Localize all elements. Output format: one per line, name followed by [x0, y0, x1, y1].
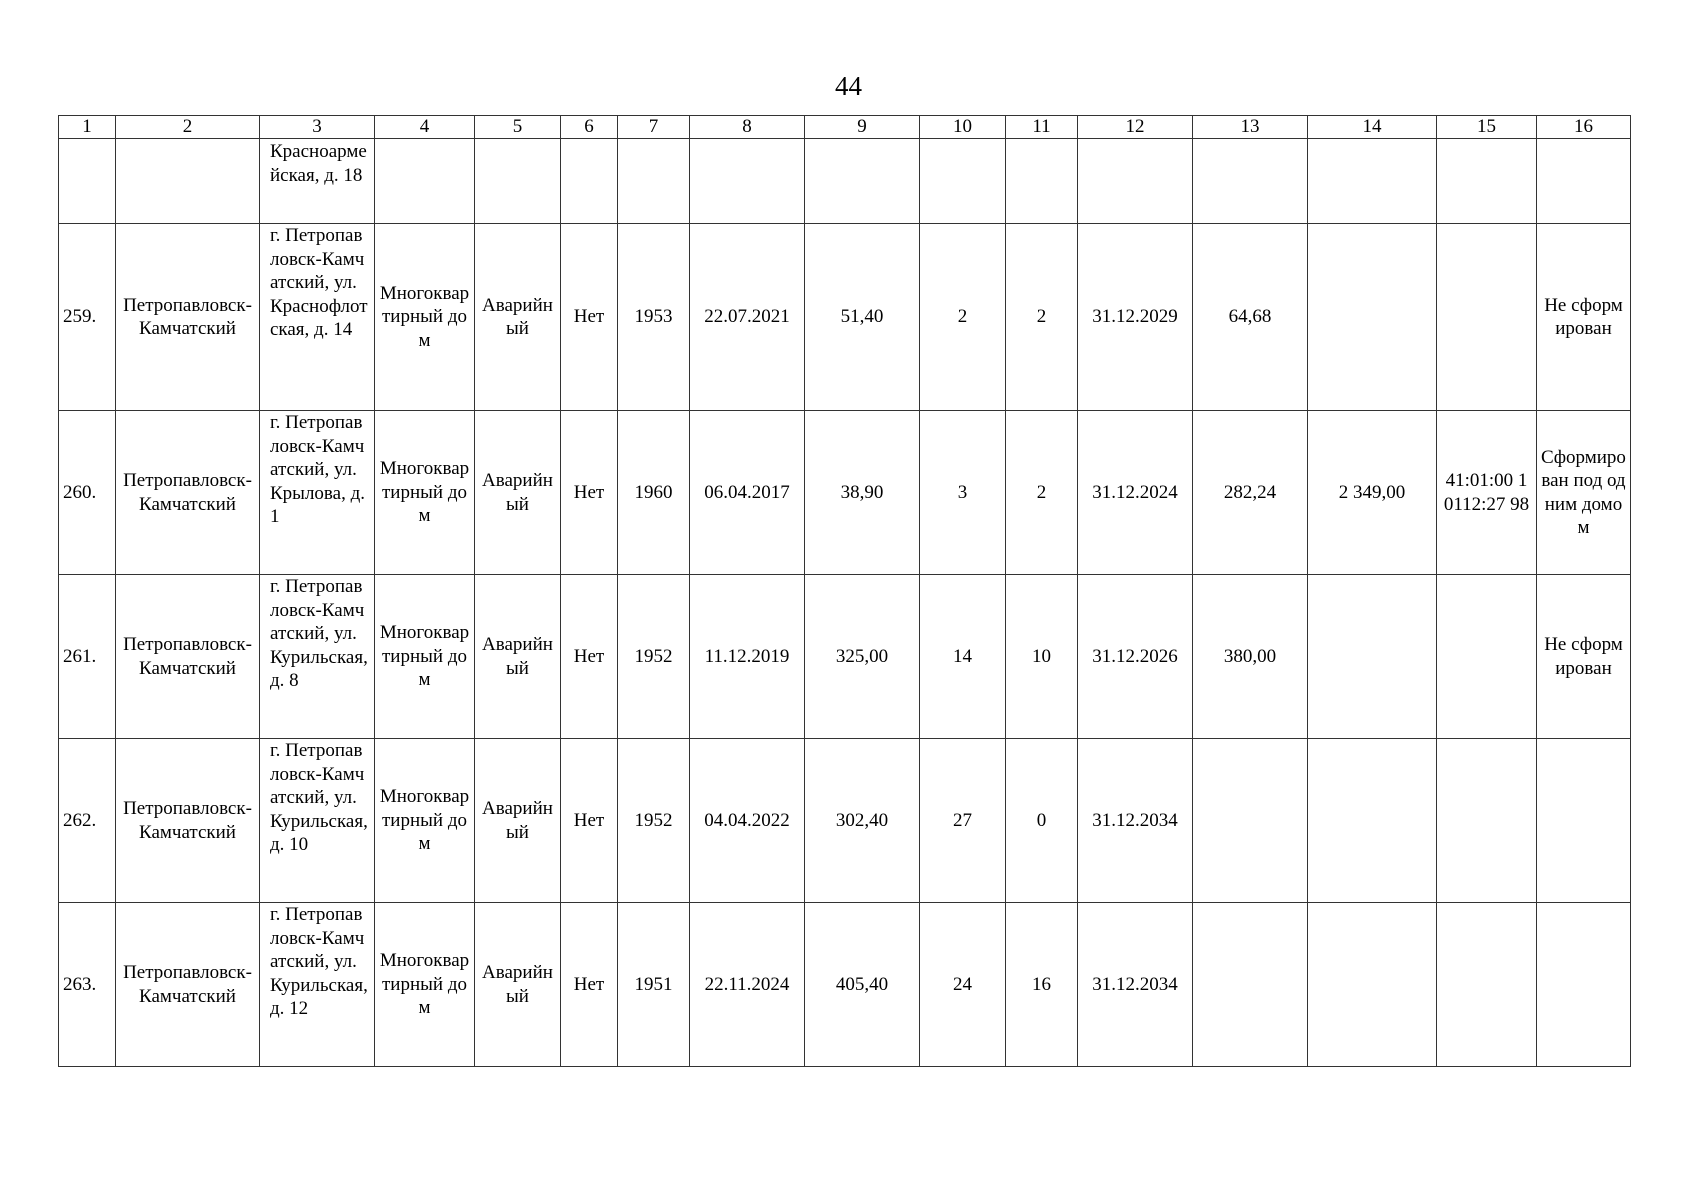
cost-cell: 380,00 [1193, 575, 1308, 739]
residents-cell: 24 [920, 903, 1006, 1067]
land-area-cell: 2 349,00 [1308, 411, 1437, 575]
address-cell: г. Петропавловск-Камчатский, ул. Курильская, д. 12 [260, 903, 375, 1067]
year-built-cell: 1951 [618, 903, 690, 1067]
empty-cell [561, 139, 618, 224]
resettlement-deadline-cell: 31.12.2034 [1078, 739, 1193, 903]
land-plot-status-cell [1537, 739, 1631, 903]
resettlement-deadline-cell: 31.12.2024 [1078, 411, 1193, 575]
residents-cell: 27 [920, 739, 1006, 903]
land-plot-status-cell: Не сформирован [1537, 575, 1631, 739]
cadastral-number-cell [1437, 224, 1537, 411]
municipality-cell: Петропавловск-Камчатский [116, 903, 260, 1067]
flag-cell: Нет [561, 739, 618, 903]
area-cell: 325,00 [805, 575, 920, 739]
land-area-cell [1308, 224, 1437, 411]
residents-cell: 14 [920, 575, 1006, 739]
land-plot-status-cell [1537, 903, 1631, 1067]
flag-cell: Нет [561, 903, 618, 1067]
building-type-cell: Многоквартирный дом [375, 411, 475, 575]
area-cell: 38,90 [805, 411, 920, 575]
recognition-date-cell: 22.07.2021 [690, 224, 805, 411]
cost-cell [1193, 903, 1308, 1067]
empty-cell [1193, 139, 1308, 224]
recognition-date-cell: 11.12.2019 [690, 575, 805, 739]
land-area-cell [1308, 903, 1437, 1067]
area-cell: 302,40 [805, 739, 920, 903]
row-number-cell: 259. [59, 224, 116, 411]
cost-cell: 64,68 [1193, 224, 1308, 411]
cost-cell [1193, 739, 1308, 903]
address-cell: Красноармейская, д. 18 [260, 139, 375, 224]
column-header: 9 [805, 116, 920, 139]
municipality-cell: Петропавловск-Камчатский [116, 411, 260, 575]
building-type-cell: Многоквартирный дом [375, 575, 475, 739]
column-header: 5 [475, 116, 561, 139]
cadastral-number-cell [1437, 739, 1537, 903]
flag-cell: Нет [561, 575, 618, 739]
table-row [59, 575, 1631, 739]
condition-cell: Аварийный [475, 903, 561, 1067]
row-number-cell: 261. [59, 575, 116, 739]
empty-cell [618, 139, 690, 224]
table-row [59, 411, 1631, 575]
page-number: 44 [835, 71, 862, 101]
building-type-cell: Многоквартирный дом [375, 903, 475, 1067]
recognition-date-cell: 04.04.2022 [690, 739, 805, 903]
rooms-cell: 10 [1006, 575, 1078, 739]
municipality-cell: Петропавловск-Камчатский [116, 224, 260, 411]
table-row [59, 224, 1631, 411]
column-header: 8 [690, 116, 805, 139]
municipality-cell: Петропавловск-Камчатский [116, 739, 260, 903]
row-number-cell: 260. [59, 411, 116, 575]
column-header: 2 [116, 116, 260, 139]
empty-cell [920, 139, 1006, 224]
column-header: 15 [1437, 116, 1537, 139]
year-built-cell: 1960 [618, 411, 690, 575]
empty-cell [690, 139, 805, 224]
municipality-cell: Петропавловск-Камчатский [116, 575, 260, 739]
rooms-cell: 0 [1006, 739, 1078, 903]
column-header: 14 [1308, 116, 1437, 139]
recognition-date-cell: 06.04.2017 [690, 411, 805, 575]
recognition-date-cell: 22.11.2024 [690, 903, 805, 1067]
land-plot-status-cell: Сформирован под одним домом [1537, 411, 1631, 575]
building-type-cell: Многоквартирный дом [375, 739, 475, 903]
empty-cell [1537, 139, 1631, 224]
empty-cell [805, 139, 920, 224]
land-area-cell [1308, 575, 1437, 739]
empty-cell [1437, 139, 1537, 224]
condition-cell: Аварийный [475, 739, 561, 903]
condition-cell: Аварийный [475, 224, 561, 411]
empty-cell [116, 139, 260, 224]
cost-cell: 282,24 [1193, 411, 1308, 575]
address-cell: г. Петропавловск-Камчатский, ул. Крылова, д. 1 [260, 411, 375, 575]
empty-cell [1078, 139, 1193, 224]
column-header: 13 [1193, 116, 1308, 139]
column-header: 4 [375, 116, 475, 139]
residents-cell: 2 [920, 224, 1006, 411]
row-number-cell: 262. [59, 739, 116, 903]
resettlement-deadline-cell: 31.12.2029 [1078, 224, 1193, 411]
area-cell: 51,40 [805, 224, 920, 411]
empty-cell [475, 139, 561, 224]
empty-cell [375, 139, 475, 224]
rooms-cell: 2 [1006, 224, 1078, 411]
year-built-cell: 1952 [618, 739, 690, 903]
address-cell: г. Петропавловск-Камчатский, ул. Курильская, д. 8 [260, 575, 375, 739]
column-header: 1 [59, 116, 116, 139]
column-header: 6 [561, 116, 618, 139]
column-header: 3 [260, 116, 375, 139]
continuation-row [59, 139, 1631, 224]
address-cell: г. Петропавловск-Камчатский, ул. Курильская, д. 10 [260, 739, 375, 903]
cadastral-number-cell [1437, 903, 1537, 1067]
row-number-cell: 263. [59, 903, 116, 1067]
building-type-cell: Многоквартирный дом [375, 224, 475, 411]
address-cell: г. Петропавловск-Камчатский, ул. Краснофлотская, д. 14 [260, 224, 375, 411]
table-row [59, 739, 1631, 903]
column-header: 11 [1006, 116, 1078, 139]
table-row [59, 903, 1631, 1067]
rooms-cell: 2 [1006, 411, 1078, 575]
cadastral-number-cell [1437, 575, 1537, 739]
land-area-cell [1308, 739, 1437, 903]
land-plot-status-cell: Не сформирован [1537, 224, 1631, 411]
empty-cell [59, 139, 116, 224]
flag-cell: Нет [561, 224, 618, 411]
column-header: 7 [618, 116, 690, 139]
resettlement-deadline-cell: 31.12.2026 [1078, 575, 1193, 739]
empty-cell [1308, 139, 1437, 224]
column-header: 10 [920, 116, 1006, 139]
housing-registry-table [58, 115, 1631, 1067]
empty-cell [1006, 139, 1078, 224]
flag-cell: Нет [561, 411, 618, 575]
rooms-cell: 16 [1006, 903, 1078, 1067]
condition-cell: Аварийный [475, 411, 561, 575]
column-header: 12 [1078, 116, 1193, 139]
residents-cell: 3 [920, 411, 1006, 575]
column-number-header-row [59, 116, 1631, 139]
column-header: 16 [1537, 116, 1631, 139]
area-cell: 405,40 [805, 903, 920, 1067]
year-built-cell: 1952 [618, 575, 690, 739]
condition-cell: Аварийный [475, 575, 561, 739]
cadastral-number-cell: 41:01:00 10112:27 98 [1437, 411, 1537, 575]
year-built-cell: 1953 [618, 224, 690, 411]
resettlement-deadline-cell: 31.12.2034 [1078, 903, 1193, 1067]
